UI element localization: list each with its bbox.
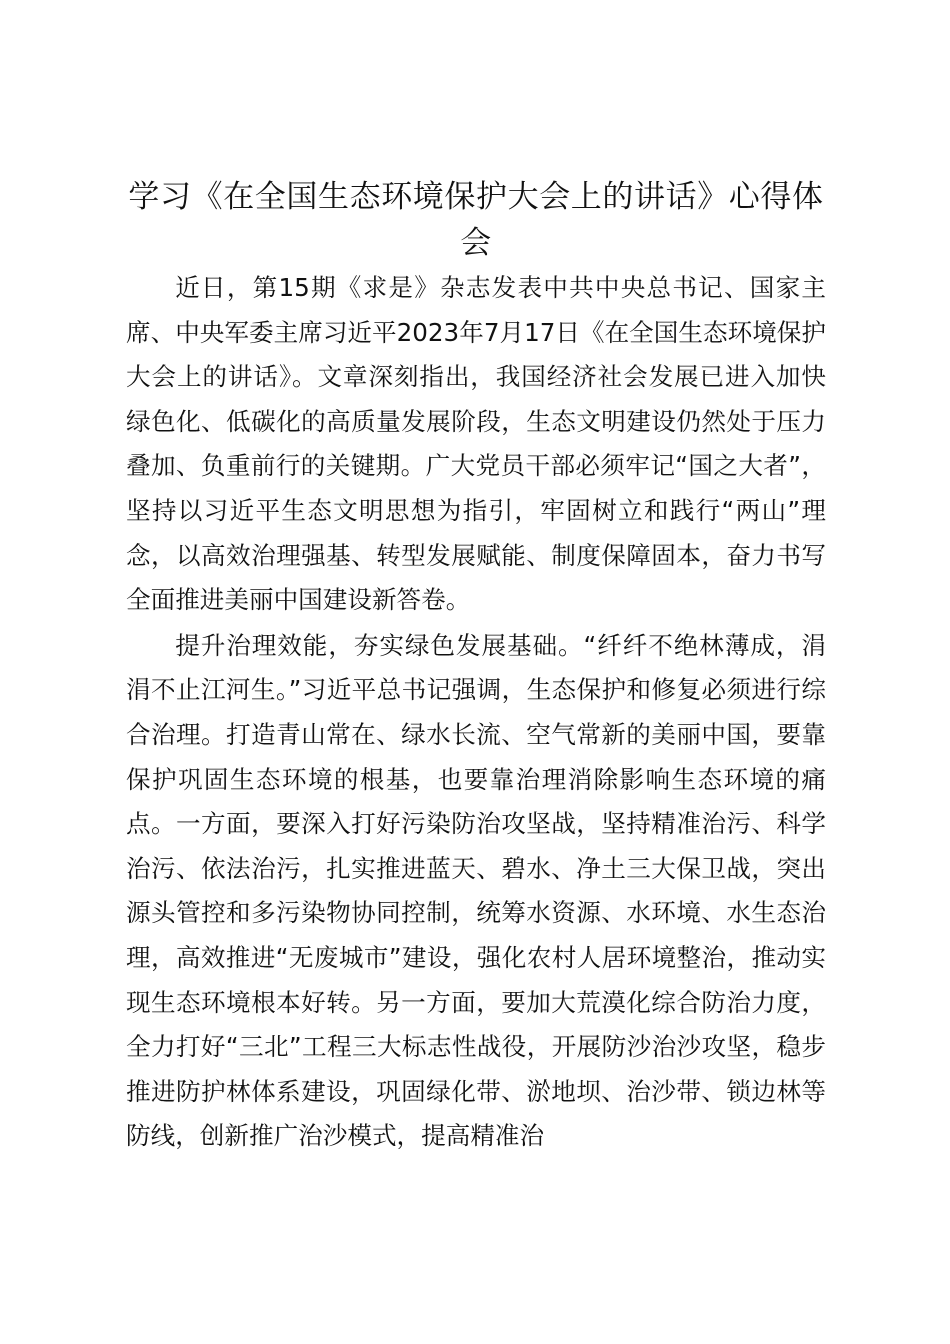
body-paragraph-1: 近日，第15期《求是》杂志发表中共中央总书记、国家主席、中央军委主席习近平2023年7月17日《在全国生态环境保护大会上的讲话》。文章深刻指出，我国经济社会发展已进入加快绿色化、低碳化的高质量发展阶段，生态文明建设仍然处于压力叠加、负重前行的关键期。广大党员干部必须牢记“国之大者”，坚持以习近平生态文明思想为指引，牢固树立和践行“两山”理念，以高效治理强基、转型发展赋能、制度保障固本，奋力书写全面推进美丽中国建设新答卷。 xyxy=(126,273,826,615)
body-paragraph-2: 提升治理效能，夯实绿色发展基础。“纤纤不绝林薄成，涓涓不止江河生。”习近平总书记强调，生态保护和修复必须进行综合治理。打造青山常在、绿水长流、空气常新的美丽中国，要靠保护巩固生态环境的根基，也要靠治理消除影响生态环境的痛点。一方面，要深入打好污染防治攻坚战，坚持精准治污、科学治污、依法治污，扎实推进蓝天、碧水、净土三大保卫战，突出源头管控和多污染物协同控制，统筹水资源、水环境、水生态治理，高效推进“无废城市”建设，强化农村人居环境整治，推动实现生态环境根本好转。另一方面，要加大荒漠化综合防治力度，全力打好“三北”工程三大标志性战役，开展防沙治沙攻坚，稳步推进防护林体系建设，巩固绿化带、淤地坝、治沙带、锁边林等防线，创新推广治沙模式，提高精准治 xyxy=(126,630,826,1151)
document-page xyxy=(126,174,826,1159)
document-title: 学习《在全国生态环境保护大会上的讲话》心得体会 xyxy=(128,179,824,261)
